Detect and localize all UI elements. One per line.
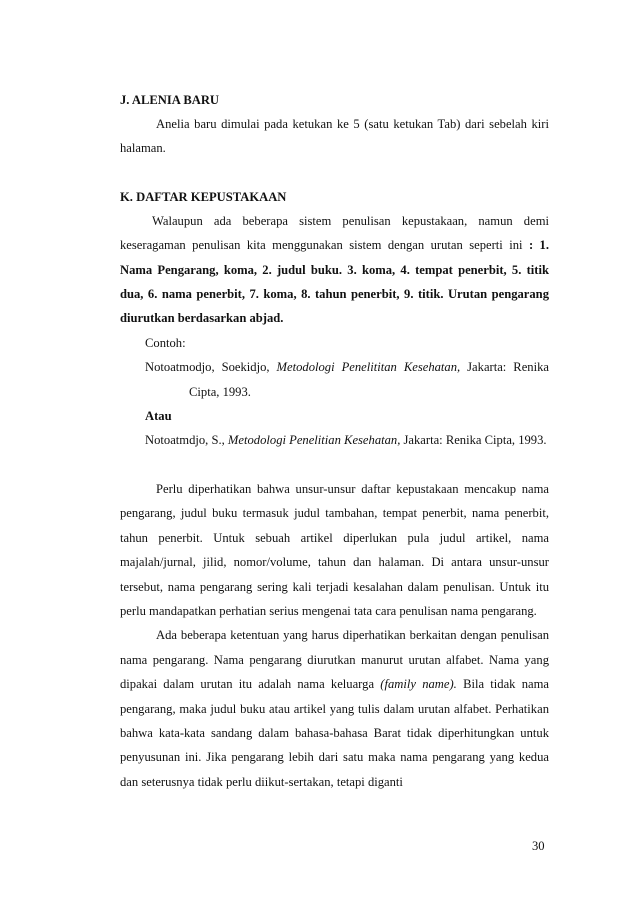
para3-text-a: Ada beberapa ketentuan yang harus diperhatikan berkaitan dengan penulisan nama pengarang. Nama pengarang diurutkan manurut urutan alfabet. Nama yang dipakai dalam urutan itu adalah nama keluarga	[120, 628, 549, 692]
ref2-title: Metodologi Penelitian Kesehatan,	[227, 433, 401, 448]
page-number: 30	[532, 839, 545, 853]
paragraph-ketentuan-pengarang	[120, 623, 549, 794]
paragraph-alenia-baru: Anelia baru dimulai pada ketukan ke 5 (satu ketukan Tab) dari sebelah kiri halaman.	[120, 117, 549, 156]
examples-block	[145, 331, 549, 453]
para3-italic: (family name).	[380, 677, 457, 692]
heading-daftar-kepustakaan: K. DAFTAR KEPUSTAKAAN	[120, 189, 287, 204]
contoh-label: Contoh:	[145, 335, 186, 350]
ref1-rest: Jakarta: Renika Cipta, 1993.	[189, 360, 549, 399]
ref1-title: Metodologi Penelititan Kesehatan,	[276, 360, 461, 375]
spacer	[120, 161, 549, 185]
heading-alenia-baru: J. ALENIA BARU	[120, 93, 220, 107]
paragraph-kepustakaan-intro	[120, 209, 549, 331]
reference-example-2	[145, 428, 549, 452]
ref2-author: Notoatmdjo, S.,	[145, 433, 228, 448]
reference-example-1	[145, 355, 549, 404]
document-page	[120, 88, 549, 794]
ref2-rest: Jakarta: Renika Cipta, 1993.	[400, 433, 547, 448]
intro-bold-text: : 1. Nama Pengarang, koma, 2. judul buku. 3. koma, 4. tempat penerbit, 5. titik dua, 6. nama penerbit, 7. koma, 8. tahun penerbit, 9. titik. Urutan pengarang diurutkan berdasarkan abjad.	[120, 238, 550, 326]
intro-text: Walaupun ada beberapa sistem penulisan kepustakaan, namun demi keseragaman penulisan kita menggunakan sistem dengan urutan seperti ini	[120, 213, 549, 253]
para3-text-b: Bila tidak nama pengarang, maka judul buku atau artikel yang tulis dalam urutan alfabet. Perhatikan bahwa kata-kata sandang dalam bahasa-bahasa Barat tidak diperhitungkan untuk penyusunan ini. Jika pengarang lebih dari satu maka nama pengarang yang kedua dan seterusnya tidak perlu diikut-sertakan, tetapi diganti	[120, 677, 549, 789]
ref1-author: Notoatmodjo, Soekidjo,	[145, 360, 277, 375]
paragraph-unsur-kepustakaan: Perlu diperhatikan bahwa unsur-unsur daftar kepustakaan mencakup nama pengarang, judul buku termasuk judul tambahan, tempat penerbit, nama penerbit, tahun penerbit. Untuk sebuah artikel diperlukan pula judul artikel, nama majalah/jurnal, jilid, nomor/volume, tahun dan halaman. Di antara unsur-unsur tersebut, nama pengarang sering kali terjadi kesalahan dalam penulisan. Untuk itu perlu mandapatkan perhatian serius mengenai tata cara penulisan nama pengarang.	[120, 481, 549, 618]
atau-label: Atau	[145, 409, 172, 424]
spacer	[120, 453, 549, 477]
